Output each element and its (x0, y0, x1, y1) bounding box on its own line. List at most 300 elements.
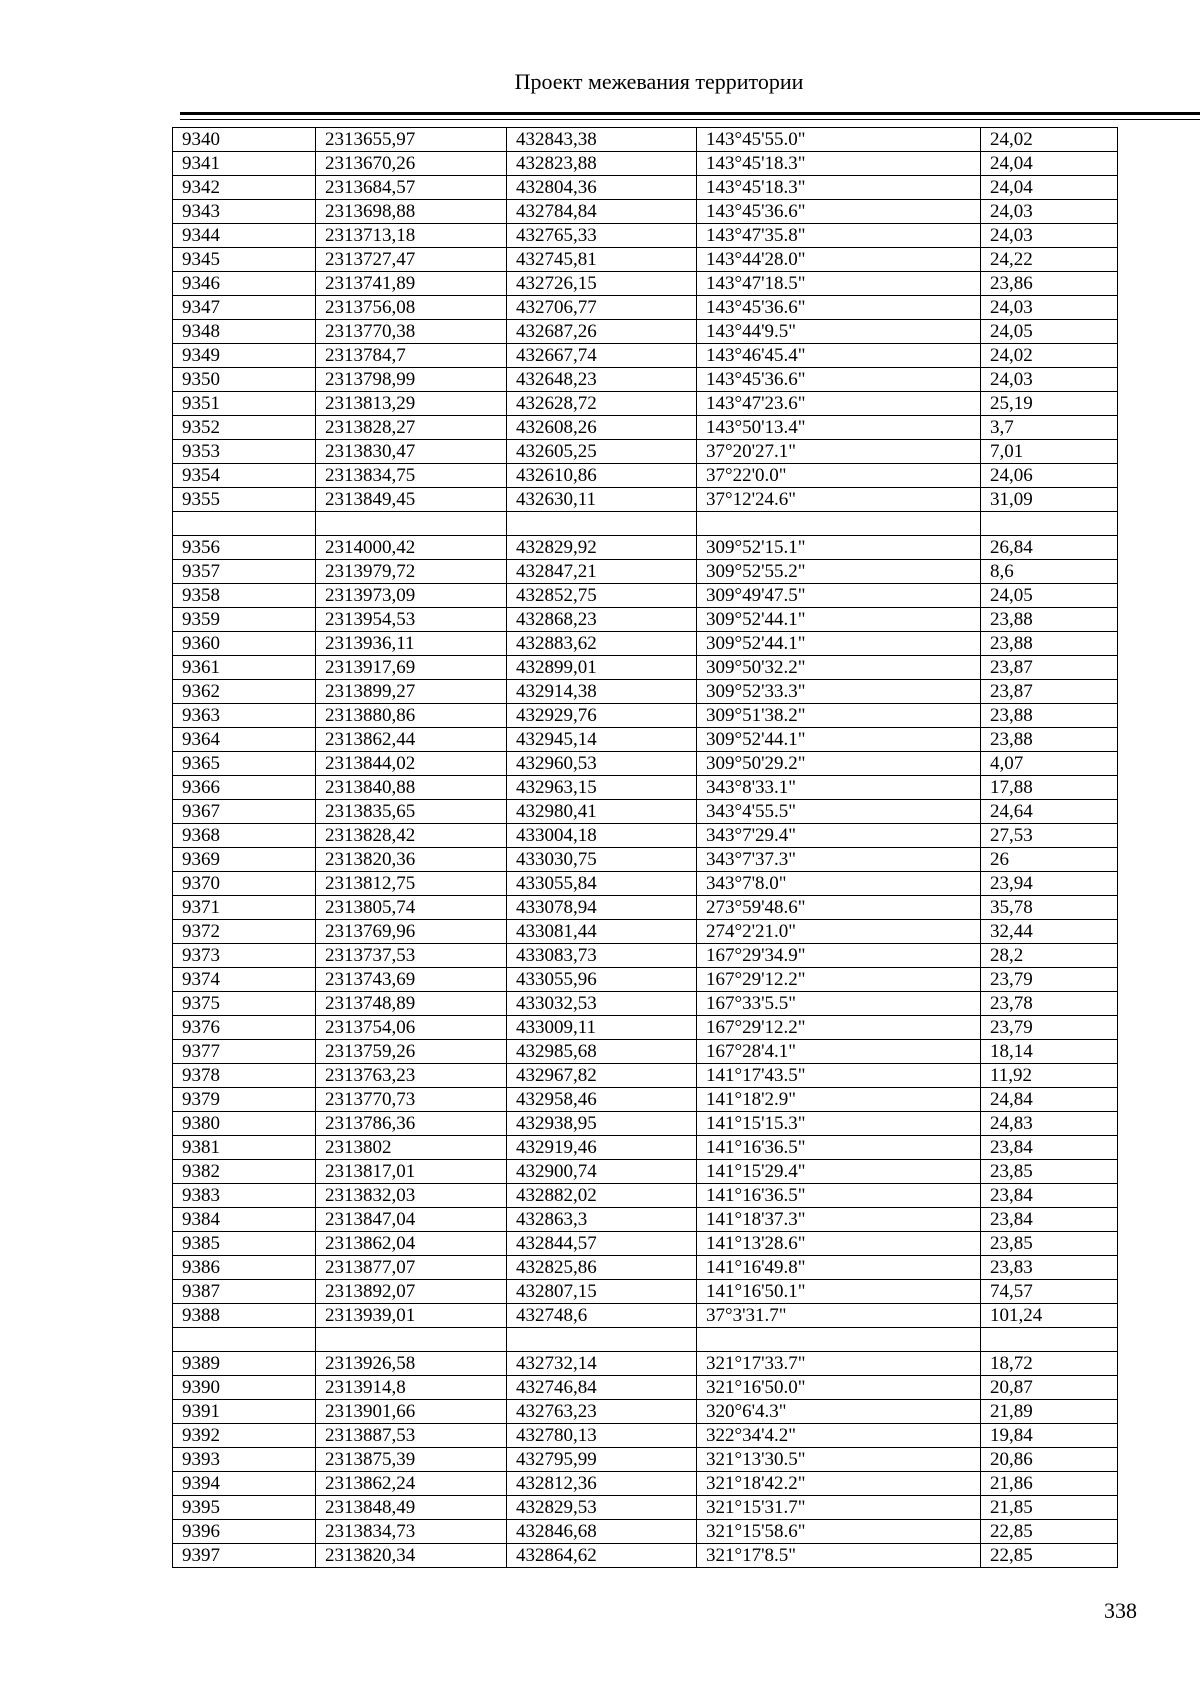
table-row (173, 992, 1118, 1016)
length-cell: 23,78 (981, 992, 1118, 1016)
direction-angle-cell: 143°44'9.5" (697, 320, 981, 344)
y-coordinate-cell: 432795,99 (507, 1448, 697, 1472)
table-row (173, 128, 1118, 152)
y-coordinate-cell: 432868,23 (507, 608, 697, 632)
direction-angle-cell: 320°6'4.3" (697, 1400, 981, 1424)
x-coordinate-cell: 2313784,7 (316, 344, 507, 368)
point-number-cell: 9368 (173, 824, 316, 848)
table-row (173, 248, 1118, 272)
point-number-cell: 9355 (173, 488, 316, 512)
direction-angle-cell: 167°28'4.1" (697, 1040, 981, 1064)
table-row (173, 896, 1118, 920)
point-number-cell: 9389 (173, 1352, 316, 1376)
y-coordinate-cell: 432863,3 (507, 1208, 697, 1232)
y-coordinate-cell: 432967,82 (507, 1064, 697, 1088)
direction-angle-cell: 143°45'36.6" (697, 296, 981, 320)
x-coordinate-cell: 2313917,69 (316, 656, 507, 680)
point-number-cell (173, 1328, 316, 1352)
table-row (173, 1040, 1118, 1064)
x-coordinate-cell: 2313741,89 (316, 272, 507, 296)
direction-angle-cell: 141°15'15.3" (697, 1112, 981, 1136)
y-coordinate-cell: 433004,18 (507, 824, 697, 848)
point-number-cell: 9376 (173, 1016, 316, 1040)
direction-angle-cell: 141°13'28.6" (697, 1232, 981, 1256)
y-coordinate-cell: 433078,94 (507, 896, 697, 920)
point-number-cell: 9346 (173, 272, 316, 296)
x-coordinate-cell: 2313849,45 (316, 488, 507, 512)
y-coordinate-cell: 432914,38 (507, 680, 697, 704)
length-cell: 22,85 (981, 1520, 1118, 1544)
y-coordinate-cell: 432687,26 (507, 320, 697, 344)
length-cell: 24,03 (981, 296, 1118, 320)
length-cell (981, 1328, 1118, 1352)
table-row (173, 200, 1118, 224)
x-coordinate-cell: 2313880,86 (316, 704, 507, 728)
point-number-cell: 9377 (173, 1040, 316, 1064)
length-cell: 21,89 (981, 1400, 1118, 1424)
x-coordinate-cell: 2313655,97 (316, 128, 507, 152)
direction-angle-cell: 274°2'21.0" (697, 920, 981, 944)
x-coordinate-cell: 2313847,04 (316, 1208, 507, 1232)
x-coordinate-cell: 2313743,69 (316, 968, 507, 992)
x-coordinate-cell: 2313812,75 (316, 872, 507, 896)
length-cell: 23,86 (981, 272, 1118, 296)
y-coordinate-cell: 433030,75 (507, 848, 697, 872)
table-row (173, 608, 1118, 632)
point-number-cell: 9390 (173, 1376, 316, 1400)
point-number-cell: 9352 (173, 416, 316, 440)
point-number-cell: 9378 (173, 1064, 316, 1088)
direction-angle-cell: 141°18'2.9" (697, 1088, 981, 1112)
length-cell: 101,24 (981, 1304, 1118, 1328)
point-number-cell: 9370 (173, 872, 316, 896)
direction-angle-cell: 321°15'58.6" (697, 1520, 981, 1544)
point-number-cell: 9374 (173, 968, 316, 992)
length-cell: 3,7 (981, 416, 1118, 440)
length-cell: 31,09 (981, 488, 1118, 512)
direction-angle-cell: 37°20'27.1" (697, 440, 981, 464)
coordinates-table (172, 127, 1118, 1568)
direction-angle-cell: 322°34'4.2" (697, 1424, 981, 1448)
direction-angle-cell: 141°15'29.4" (697, 1160, 981, 1184)
table-row (173, 944, 1118, 968)
table-row (173, 632, 1118, 656)
x-coordinate-cell: 2313875,39 (316, 1448, 507, 1472)
x-coordinate-cell: 2313832,03 (316, 1184, 507, 1208)
length-cell: 18,14 (981, 1040, 1118, 1064)
table-row (173, 1088, 1118, 1112)
point-number-cell: 9388 (173, 1304, 316, 1328)
y-coordinate-cell: 433009,11 (507, 1016, 697, 1040)
direction-angle-cell: 167°29'12.2" (697, 968, 981, 992)
table-row (173, 656, 1118, 680)
x-coordinate-cell: 2313756,08 (316, 296, 507, 320)
point-number-cell: 9342 (173, 176, 316, 200)
y-coordinate-cell: 432829,92 (507, 536, 697, 560)
direction-angle-cell: 141°18'37.3" (697, 1208, 981, 1232)
length-cell: 21,86 (981, 1472, 1118, 1496)
direction-angle-cell: 321°13'30.5" (697, 1448, 981, 1472)
table-row (173, 320, 1118, 344)
point-number-cell: 9393 (173, 1448, 316, 1472)
length-cell: 22,85 (981, 1544, 1118, 1568)
point-number-cell: 9382 (173, 1160, 316, 1184)
x-coordinate-cell: 2313899,27 (316, 680, 507, 704)
point-number-cell: 9364 (173, 728, 316, 752)
length-cell: 74,57 (981, 1280, 1118, 1304)
point-number-cell: 9386 (173, 1256, 316, 1280)
x-coordinate-cell: 2313770,38 (316, 320, 507, 344)
point-number-cell: 9380 (173, 1112, 316, 1136)
direction-angle-cell: 321°16'50.0" (697, 1376, 981, 1400)
length-cell: 4,07 (981, 752, 1118, 776)
direction-angle-cell: 309°52'15.1" (697, 536, 981, 560)
table-row (173, 368, 1118, 392)
direction-angle-cell: 37°3'31.7" (697, 1304, 981, 1328)
direction-angle-cell: 309°50'29.2" (697, 752, 981, 776)
table-row (173, 1232, 1118, 1256)
y-coordinate-cell: 432706,77 (507, 296, 697, 320)
length-cell: 23,94 (981, 872, 1118, 896)
direction-angle-cell: 141°16'36.5" (697, 1184, 981, 1208)
direction-angle-cell (697, 1328, 981, 1352)
length-cell: 23,88 (981, 704, 1118, 728)
point-number-cell: 9353 (173, 440, 316, 464)
point-number-cell: 9394 (173, 1472, 316, 1496)
length-cell: 24,05 (981, 320, 1118, 344)
table-row (173, 176, 1118, 200)
y-coordinate-cell: 432648,23 (507, 368, 697, 392)
length-cell: 35,78 (981, 896, 1118, 920)
point-number-cell: 9363 (173, 704, 316, 728)
point-number-cell: 9356 (173, 536, 316, 560)
table-row (173, 728, 1118, 752)
direction-angle-cell: 309°51'38.2" (697, 704, 981, 728)
direction-angle-cell: 309°52'55.2" (697, 560, 981, 584)
length-cell: 20,86 (981, 1448, 1118, 1472)
table-row (173, 1472, 1118, 1496)
length-cell: 24,02 (981, 344, 1118, 368)
direction-angle-cell: 143°45'18.3" (697, 152, 981, 176)
point-number-cell: 9361 (173, 656, 316, 680)
y-coordinate-cell: 432823,88 (507, 152, 697, 176)
direction-angle-cell: 167°29'34.9" (697, 944, 981, 968)
table-row (173, 224, 1118, 248)
y-coordinate-cell: 432780,13 (507, 1424, 697, 1448)
y-coordinate-cell: 432748,6 (507, 1304, 697, 1328)
y-coordinate-cell: 432847,21 (507, 560, 697, 584)
y-coordinate-cell: 432919,46 (507, 1136, 697, 1160)
point-number-cell: 9385 (173, 1232, 316, 1256)
y-coordinate-cell: 432804,36 (507, 176, 697, 200)
x-coordinate-cell: 2313786,36 (316, 1112, 507, 1136)
point-number-cell: 9365 (173, 752, 316, 776)
length-cell: 23,88 (981, 632, 1118, 656)
x-coordinate-cell: 2313954,53 (316, 608, 507, 632)
y-coordinate-cell: 432745,81 (507, 248, 697, 272)
x-coordinate-cell: 2313834,73 (316, 1520, 507, 1544)
x-coordinate-cell: 2313802 (316, 1136, 507, 1160)
table-row (173, 680, 1118, 704)
table-row (173, 1376, 1118, 1400)
x-coordinate-cell (316, 512, 507, 536)
x-coordinate-cell: 2313763,23 (316, 1064, 507, 1088)
y-coordinate-cell: 432843,38 (507, 128, 697, 152)
table-row (173, 704, 1118, 728)
x-coordinate-cell: 2313737,53 (316, 944, 507, 968)
y-coordinate-cell: 433055,84 (507, 872, 697, 896)
point-number-cell: 9367 (173, 800, 316, 824)
x-coordinate-cell: 2313834,75 (316, 464, 507, 488)
point-number-cell: 9349 (173, 344, 316, 368)
x-coordinate-cell: 2313892,07 (316, 1280, 507, 1304)
point-number-cell: 9345 (173, 248, 316, 272)
y-coordinate-cell: 432746,84 (507, 1376, 697, 1400)
direction-angle-cell: 141°16'50.1" (697, 1280, 981, 1304)
y-coordinate-cell: 432960,53 (507, 752, 697, 776)
x-coordinate-cell: 2313727,47 (316, 248, 507, 272)
y-coordinate-cell (507, 512, 697, 536)
x-coordinate-cell: 2313670,26 (316, 152, 507, 176)
point-number-cell: 9343 (173, 200, 316, 224)
y-coordinate-cell: 432882,02 (507, 1184, 697, 1208)
y-coordinate-cell: 433083,73 (507, 944, 697, 968)
point-number-cell: 9397 (173, 1544, 316, 1568)
y-coordinate-cell: 432945,14 (507, 728, 697, 752)
page-number: 338 (1104, 1598, 1137, 1623)
x-coordinate-cell: 2313817,01 (316, 1160, 507, 1184)
y-coordinate-cell: 432630,11 (507, 488, 697, 512)
point-number-cell: 9357 (173, 560, 316, 584)
length-cell: 32,44 (981, 920, 1118, 944)
point-number-cell: 9375 (173, 992, 316, 1016)
x-coordinate-cell: 2313979,72 (316, 560, 507, 584)
page-header-title: Проект межевания территории (514, 69, 804, 94)
direction-angle-cell: 309°52'44.1" (697, 608, 981, 632)
direction-angle-cell: 343°7'37.3" (697, 848, 981, 872)
point-number-cell: 9359 (173, 608, 316, 632)
x-coordinate-cell: 2313877,07 (316, 1256, 507, 1280)
point-number-cell (173, 512, 316, 536)
length-cell: 25,19 (981, 392, 1118, 416)
table-row (173, 1352, 1118, 1376)
length-cell: 23,84 (981, 1208, 1118, 1232)
direction-angle-cell: 37°22'0.0" (697, 464, 981, 488)
table-row (173, 344, 1118, 368)
direction-angle-cell: 141°17'43.5" (697, 1064, 981, 1088)
table-row (173, 920, 1118, 944)
length-cell: 23,87 (981, 656, 1118, 680)
length-cell: 24,03 (981, 200, 1118, 224)
y-coordinate-cell: 432844,57 (507, 1232, 697, 1256)
y-coordinate-cell: 433081,44 (507, 920, 697, 944)
table-row (173, 536, 1118, 560)
y-coordinate-cell: 432985,68 (507, 1040, 697, 1064)
length-cell: 21,85 (981, 1496, 1118, 1520)
table-row (173, 1520, 1118, 1544)
direction-angle-cell: 321°15'31.7" (697, 1496, 981, 1520)
x-coordinate-cell: 2313754,06 (316, 1016, 507, 1040)
length-cell: 24,84 (981, 1088, 1118, 1112)
point-number-cell: 9391 (173, 1400, 316, 1424)
length-cell: 8,6 (981, 560, 1118, 584)
table-row (173, 1184, 1118, 1208)
table-row (173, 464, 1118, 488)
y-coordinate-cell: 432900,74 (507, 1160, 697, 1184)
y-coordinate-cell: 432667,74 (507, 344, 697, 368)
x-coordinate-cell: 2313936,11 (316, 632, 507, 656)
table-row (173, 1064, 1118, 1088)
table-separator-row (173, 1328, 1118, 1352)
direction-angle-cell: 141°16'36.5" (697, 1136, 981, 1160)
table-row (173, 968, 1118, 992)
x-coordinate-cell: 2313973,09 (316, 584, 507, 608)
y-coordinate-cell: 432608,26 (507, 416, 697, 440)
direction-angle-cell: 343°8'33.1" (697, 776, 981, 800)
x-coordinate-cell: 2313862,44 (316, 728, 507, 752)
table-row (173, 872, 1118, 896)
table-row (173, 848, 1118, 872)
y-coordinate-cell: 432610,86 (507, 464, 697, 488)
point-number-cell: 9372 (173, 920, 316, 944)
length-cell: 26,84 (981, 536, 1118, 560)
y-coordinate-cell: 432765,33 (507, 224, 697, 248)
direction-angle-cell: 141°16'49.8" (697, 1256, 981, 1280)
x-coordinate-cell: 2313844,02 (316, 752, 507, 776)
point-number-cell: 9384 (173, 1208, 316, 1232)
table-row (173, 416, 1118, 440)
table-row (173, 440, 1118, 464)
point-number-cell: 9350 (173, 368, 316, 392)
table-row (173, 272, 1118, 296)
direction-angle-cell: 143°46'45.4" (697, 344, 981, 368)
x-coordinate-cell: 2313713,18 (316, 224, 507, 248)
length-cell: 24,64 (981, 800, 1118, 824)
length-cell: 23,84 (981, 1184, 1118, 1208)
x-coordinate-cell: 2313759,26 (316, 1040, 507, 1064)
direction-angle-cell: 143°44'28.0" (697, 248, 981, 272)
point-number-cell: 9344 (173, 224, 316, 248)
table-separator-row (173, 512, 1118, 536)
y-coordinate-cell: 432812,36 (507, 1472, 697, 1496)
x-coordinate-cell: 2313769,96 (316, 920, 507, 944)
length-cell: 7,01 (981, 440, 1118, 464)
table-row (173, 152, 1118, 176)
header-rule-thick (180, 112, 1200, 115)
point-number-cell: 9351 (173, 392, 316, 416)
point-number-cell: 9395 (173, 1496, 316, 1520)
table-row (173, 800, 1118, 824)
point-number-cell: 9371 (173, 896, 316, 920)
table-row (173, 560, 1118, 584)
y-coordinate-cell: 432784,84 (507, 200, 697, 224)
x-coordinate-cell: 2313848,49 (316, 1496, 507, 1520)
direction-angle-cell: 143°47'18.5" (697, 272, 981, 296)
table-row (173, 1160, 1118, 1184)
table-row (173, 488, 1118, 512)
table-row (173, 1016, 1118, 1040)
point-number-cell: 9379 (173, 1088, 316, 1112)
length-cell: 24,05 (981, 584, 1118, 608)
y-coordinate-cell: 432980,41 (507, 800, 697, 824)
direction-angle-cell: 167°33'5.5" (697, 992, 981, 1016)
y-coordinate-cell: 432883,62 (507, 632, 697, 656)
direction-angle-cell: 309°52'44.1" (697, 728, 981, 752)
table-row (173, 1496, 1118, 1520)
length-cell: 23,79 (981, 968, 1118, 992)
point-number-cell: 9358 (173, 584, 316, 608)
length-cell: 11,92 (981, 1064, 1118, 1088)
y-coordinate-cell: 432763,23 (507, 1400, 697, 1424)
length-cell: 26 (981, 848, 1118, 872)
table-row (173, 752, 1118, 776)
x-coordinate-cell: 2313828,42 (316, 824, 507, 848)
direction-angle-cell: 321°17'33.7" (697, 1352, 981, 1376)
direction-angle-cell: 37°12'24.6" (697, 488, 981, 512)
y-coordinate-cell: 432864,62 (507, 1544, 697, 1568)
y-coordinate-cell: 432807,15 (507, 1280, 697, 1304)
length-cell: 28,2 (981, 944, 1118, 968)
length-cell: 23,88 (981, 728, 1118, 752)
table-row (173, 1256, 1118, 1280)
table-row (173, 392, 1118, 416)
table-row (173, 1208, 1118, 1232)
y-coordinate-cell: 432825,86 (507, 1256, 697, 1280)
direction-angle-cell: 309°49'47.5" (697, 584, 981, 608)
y-coordinate-cell: 432852,75 (507, 584, 697, 608)
length-cell: 20,87 (981, 1376, 1118, 1400)
y-coordinate-cell (507, 1328, 697, 1352)
x-coordinate-cell: 2313805,74 (316, 896, 507, 920)
x-coordinate-cell: 2313770,73 (316, 1088, 507, 1112)
length-cell: 24,04 (981, 176, 1118, 200)
direction-angle-cell: 143°50'13.4" (697, 416, 981, 440)
length-cell: 24,22 (981, 248, 1118, 272)
point-number-cell: 9362 (173, 680, 316, 704)
direction-angle-cell: 343°4'55.5" (697, 800, 981, 824)
y-coordinate-cell: 432605,25 (507, 440, 697, 464)
direction-angle-cell: 143°45'18.3" (697, 176, 981, 200)
length-cell: 17,88 (981, 776, 1118, 800)
y-coordinate-cell: 432846,68 (507, 1520, 697, 1544)
x-coordinate-cell: 2313798,99 (316, 368, 507, 392)
point-number-cell: 9360 (173, 632, 316, 656)
direction-angle-cell: 321°17'8.5" (697, 1544, 981, 1568)
table-row (173, 296, 1118, 320)
table-row (173, 1400, 1118, 1424)
point-number-cell: 9348 (173, 320, 316, 344)
y-coordinate-cell: 432732,14 (507, 1352, 697, 1376)
direction-angle-cell: 143°45'36.6" (697, 200, 981, 224)
point-number-cell: 9354 (173, 464, 316, 488)
table-row (173, 1280, 1118, 1304)
length-cell: 19,84 (981, 1424, 1118, 1448)
table-row (173, 776, 1118, 800)
x-coordinate-cell: 2313914,8 (316, 1376, 507, 1400)
direction-angle-cell: 143°47'35.8" (697, 224, 981, 248)
x-coordinate-cell: 2313840,88 (316, 776, 507, 800)
direction-angle-cell: 143°47'23.6" (697, 392, 981, 416)
length-cell: 23,79 (981, 1016, 1118, 1040)
x-coordinate-cell: 2313926,58 (316, 1352, 507, 1376)
x-coordinate-cell: 2313820,36 (316, 848, 507, 872)
length-cell: 24,83 (981, 1112, 1118, 1136)
y-coordinate-cell: 432726,15 (507, 272, 697, 296)
y-coordinate-cell: 432628,72 (507, 392, 697, 416)
length-cell: 23,85 (981, 1160, 1118, 1184)
length-cell: 24,04 (981, 152, 1118, 176)
direction-angle-cell: 143°45'36.6" (697, 368, 981, 392)
